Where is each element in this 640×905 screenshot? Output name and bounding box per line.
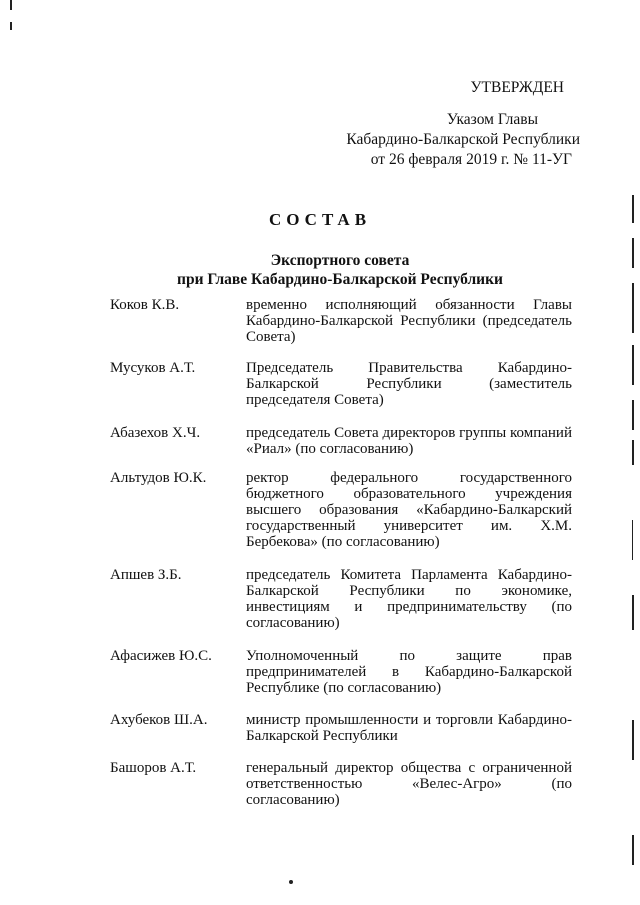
member-name: Абазехов Х.Ч. <box>110 425 201 441</box>
scan-mark <box>632 400 634 430</box>
member-role: председатель Совета директоров группы компаний «Риал» (по согласованию) <box>246 425 572 457</box>
member-name: Ахубеков Ш.А. <box>110 712 208 728</box>
member-role: генеральный директор общества с ограниченной ответственностью «Велес-Агро» (по согласованию) <box>246 760 572 808</box>
scan-mark <box>632 283 634 333</box>
page-dot <box>289 880 293 884</box>
scan-mark <box>632 720 634 760</box>
subtitle-line: Экспортного совета <box>270 252 410 269</box>
member-role: Уполномоченный по защите прав предпринимателей в Кабардино-Балкарской Республике (по согласованию) <box>246 648 572 696</box>
member-name: Альтудов Ю.К. <box>110 470 207 486</box>
document-subtitle <box>0 251 640 289</box>
member-role: ректор федерального государственного бюджетного образовательного учреждения высшего образования «Кабардино-Балкарский государственный университет им. Х.М. Бербекова» (по согласованию) <box>246 470 572 550</box>
member-name: Афасижев Ю.С. <box>110 648 212 664</box>
member-role: Председатель Правительства Кабардино-Балкарской Республики (заместитель председателя Совета) <box>246 360 572 408</box>
member-role: министр промышленности и торговли Кабардино-Балкарской Республики <box>246 712 572 744</box>
scan-mark <box>632 520 633 560</box>
scan-mark <box>632 595 634 630</box>
approval-authority: Кабардино-Балкарской Республики <box>346 131 580 148</box>
subtitle-line: при Главе Кабардино-Балкарской Республики <box>177 271 503 288</box>
scan-mark <box>632 440 634 465</box>
scan-mark <box>632 345 634 385</box>
member-name: Коков К.В. <box>110 297 180 313</box>
scan-mark <box>632 835 634 865</box>
approval-status: УТВЕРЖДЕН <box>470 79 564 96</box>
scan-mark <box>10 0 12 10</box>
member-name: Апшев З.Б. <box>110 567 182 583</box>
member-role: председатель Комитета Парламента Кабардино-Балкарской Республики по экономике, инвестициям и предпринимательству (по согласованию) <box>246 567 572 631</box>
member-name: Башоров А.Т. <box>110 760 197 776</box>
document-title: СОСТАВ <box>268 210 372 229</box>
approval-decree: Указом Главы <box>446 111 538 128</box>
member-role: временно исполняющий обязанности Главы Кабардино-Балкарской Республики (председатель Совета) <box>246 297 572 345</box>
approval-date: от 26 февраля 2019 г. № 11-УГ <box>370 151 572 168</box>
member-name: Мусуков А.Т. <box>110 360 196 376</box>
scan-mark <box>10 22 12 30</box>
